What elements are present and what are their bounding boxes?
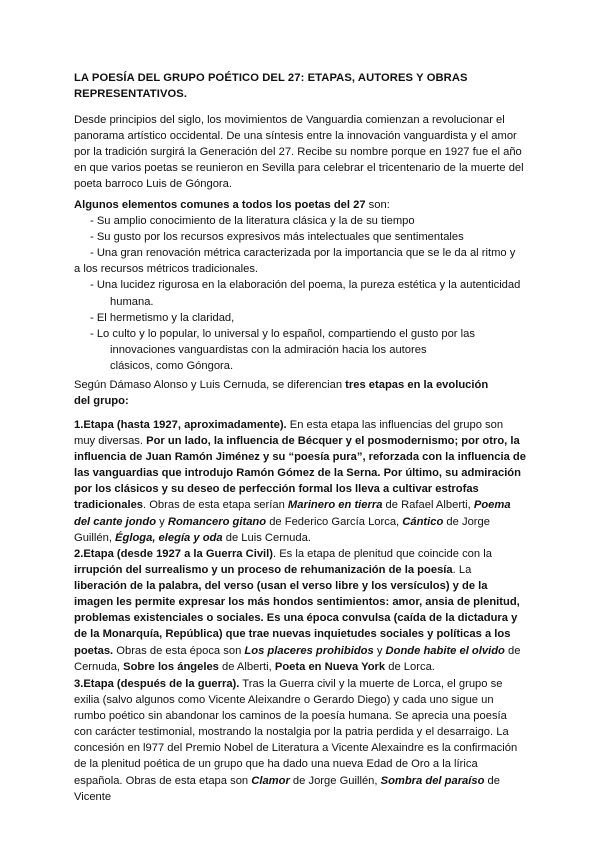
work-title: Poeta en Nueva York: [274, 660, 386, 673]
work-title: Égloga, elegía y oda: [115, 531, 223, 544]
list-item: [74, 213, 526, 229]
work-title: Poema del cante jondo: [74, 499, 511, 528]
page-title: LA POESÍA DEL GRUPO POÉTICO DEL 27: ETAPAS, AUTORES Y OBRAS REPRESENTATIVOS.: [74, 72, 468, 100]
list-item-continuation: humana.: [110, 295, 154, 308]
list-item-text: - Lo culto y lo popular, lo universal y lo español, compartiendo el gusto por las: [90, 327, 475, 340]
common-elements-section: [74, 197, 526, 374]
stage-3-heading: 3.Etapa (después de la guerra).: [74, 678, 240, 690]
intro-paragraph: Desde principios del siglo, los movimientos de Vanguardia comienzan a revolucionar el panorama artístico occidental. De una síntesis entre la innovación vanguardista y el amor por la tradición surgirá la Generación del 27. Recibe su nombre porque en 1927 fue el año en que varios poetas se reunieron en Sevilla para celebrar el tricentenario de la muerte del poeta barroco Luis de Góngora.: [74, 114, 524, 191]
work-title: Donde habite el olvido: [385, 644, 505, 657]
stages-intro-paragraph: [74, 377, 494, 409]
list-item-continuation: innovaciones vanguardistas con la admiración hacia los autores clásicos, como Góngora.: [110, 343, 427, 372]
stage-2-text: de Cernuda,: [74, 644, 521, 673]
stage-1-text: y: [156, 515, 168, 528]
stage-2-text: Obras de esta época son: [113, 644, 245, 657]
list-item-text: - Su amplio conocimiento de la literatura clásica y la de su tiempo: [90, 215, 415, 228]
work-title: Clamor: [251, 774, 290, 787]
stage-2-bold: irrupción del surrealismo y un proceso de rehumanización de la poesía: [74, 564, 453, 577]
stage-2-bold: liberación de la palabra, del verso (usan el verso libre y los versículos) y de la imagen les permite expresar los más hondos sentimientos: amor, ansia de plenitud, problemas existenciales o sociales. Es una época convulsa (caída de la dictadura y de la Monarquía, República) que trae nuevas inquietudes sociales y políticas a los poetas.: [74, 580, 520, 657]
stage-1-paragraph: [74, 417, 526, 546]
work-title: Sombra del paraíso: [380, 774, 485, 787]
stage-1-text: . Obras de esta etapa serían: [143, 499, 288, 512]
stage-2-text: . Es la etapa de plenitud que coincide con la: [272, 548, 492, 560]
stage-1-text: En esta etapa las influencias del grupo son muy diversas.: [74, 419, 504, 448]
work-title: Los placeres prohibidos: [244, 644, 374, 657]
work-title: Romancero gitano: [167, 515, 267, 528]
stage-2-heading: 2.Etapa (desde 1927 a la Guerra Civil): [74, 548, 273, 560]
stage-1-text: de Jorge Guillén,: [74, 515, 490, 544]
stage-3-text: Tras la Guerra civil y la muerte de Lorca, el grupo se exilia (salvo algunos como Vicente Aleixandre o Gerardo Diego) y cada uno sigue un rumbo poético sin abandonar los caminos de la poesía humana. Se aprecia una poesía con carácter testimonial, mostrando la nostalgia por la patria perdida y el desarraigo. La concesión en l977 del Premio Nobel de Literatura a Vicente Alexaindre es la confirmación de la plenitud poética de un grupo que ha dado una nueva Edad de Oro a la lírica española. Obras de esta etapa son: [74, 678, 518, 787]
stages-intro-text: Según Dámaso Alonso y Luis Cernuda, se diferencian: [74, 379, 346, 391]
stage-2-text: de Lorca.: [385, 660, 435, 673]
stage-3-text: de Vicente: [74, 774, 501, 803]
stage-1-heading: 1.Etapa (hasta 1927, aproximadamente).: [74, 419, 287, 431]
common-elements-list: [74, 213, 526, 374]
stage-2-paragraph: [74, 546, 526, 675]
stage-3-paragraph: [74, 676, 526, 805]
list-item-continuation: a los recursos métricos tradicionales.: [74, 263, 259, 276]
work-title: Sobre los ángeles: [123, 660, 219, 673]
stage-2-text: y: [373, 644, 386, 657]
list-item: [74, 277, 526, 309]
list-item-text: - Una gran renovación métrica caracterizada por la importancia que se le da al ritmo y: [90, 247, 516, 260]
stages-intro-bold: tres etapas en la evolución del grupo:: [74, 379, 489, 408]
list-item: [74, 310, 526, 326]
stage-1-text: de Rafael Alberti,: [382, 499, 474, 512]
stage-2-text: de Alberti,: [218, 660, 275, 673]
list-item-text: - Su gusto por los recursos expresivos más intelectuales que sentimentales: [90, 231, 464, 244]
list-item: [74, 229, 526, 245]
common-heading-rest: son:: [365, 199, 390, 211]
stage-2-text: . La: [452, 564, 472, 577]
work-title: Cántico: [402, 515, 444, 528]
work-title: Marinero en tierra: [287, 499, 383, 512]
list-item: [74, 326, 526, 374]
stage-1-bold: Por un lado, la influencia de Bécquer y el posmodernismo; por otro, la influencia de Juan Ramón Jiménez y su “poesía pura”, reforzada con la influencia de las vanguardias que introdujo Ramón Gómez de la Serna. Por último, su admiración por los clásicos y su deseo de perfección formal los lleva a cultivar estrofas tradicionales: [74, 435, 526, 512]
stage-3-text: de Jorge Guillén,: [289, 774, 381, 787]
list-item: [74, 245, 526, 277]
stage-1-text: de Federico García Lorca,: [266, 515, 403, 528]
list-item-text: - Una lucidez rigurosa en la elaboración del poema, la pureza estética y la autenticidad: [90, 279, 521, 292]
common-elements-heading: [74, 197, 526, 213]
common-heading-bold: Algunos elementos comunes a todos los poetas del 27: [74, 199, 366, 211]
list-item-text: - El hermetismo y la claridad,: [90, 311, 235, 324]
stage-1-text: de Luis Cernuda.: [222, 531, 311, 544]
